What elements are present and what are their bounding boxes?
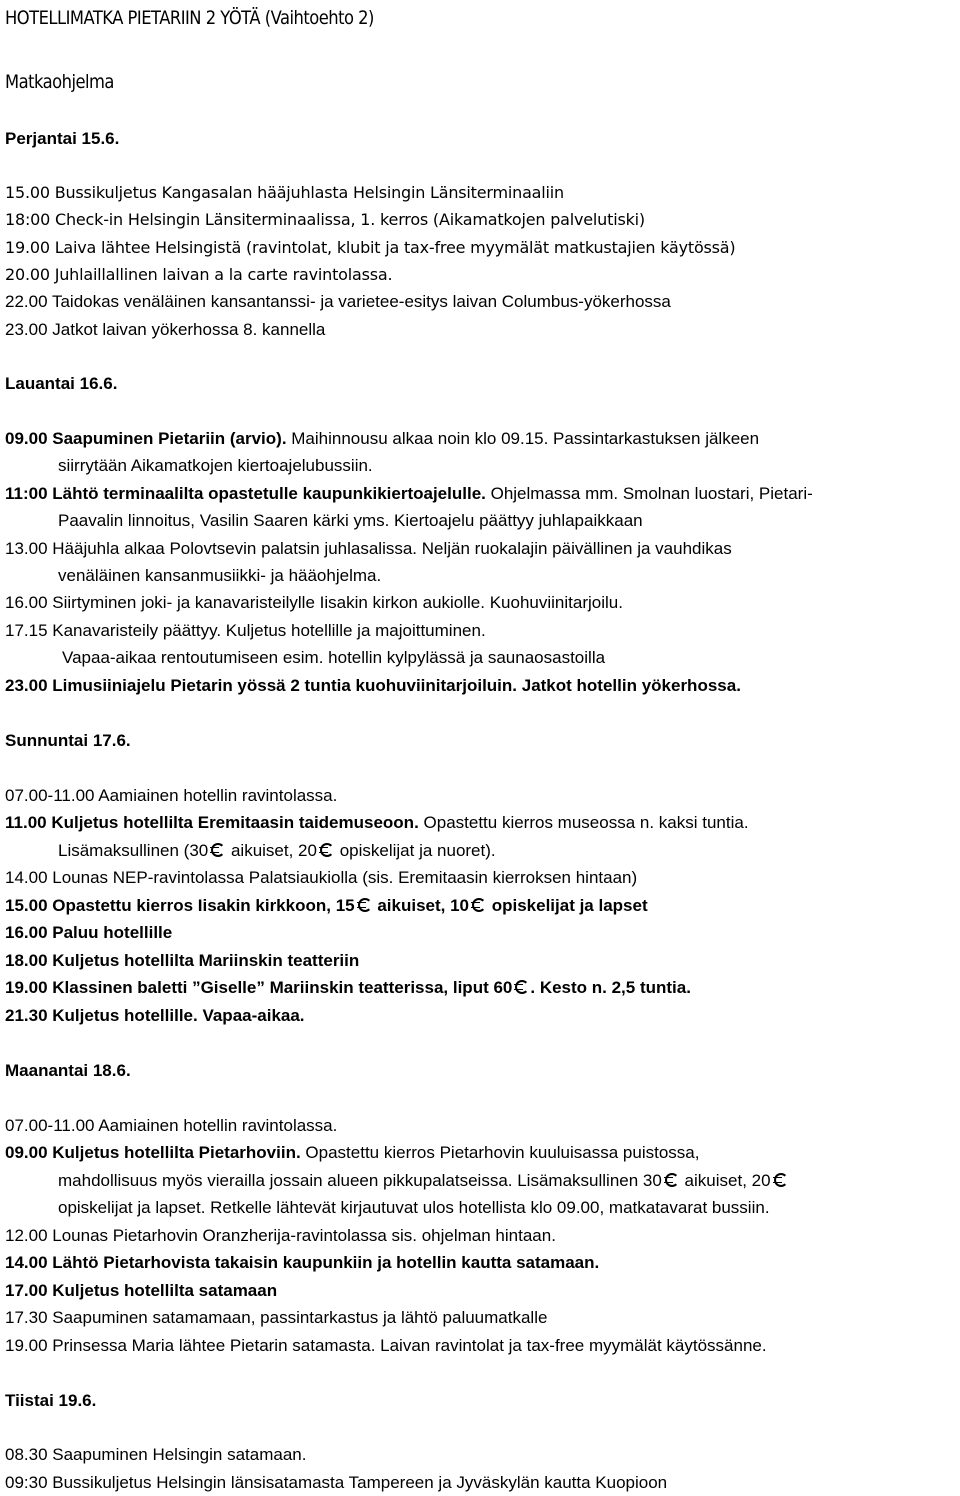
day-heading-friday: Perjantai 15.6. bbox=[5, 129, 120, 148]
schedule-line: 16.00 Paluu hotellille bbox=[5, 923, 173, 942]
day-heading-sunday: Sunnuntai 17.6. bbox=[5, 731, 131, 750]
schedule-line: 17.00 Kuljetus hotellilta satamaan bbox=[5, 1281, 278, 1300]
euro-icon bbox=[357, 898, 371, 912]
document-title: HOTELLIMATKA PIETARIIN 2 YÖTÄ (Vaihtoehto 2) bbox=[5, 7, 374, 29]
day-heading-monday: Maanantai 18.6. bbox=[5, 1061, 131, 1080]
schedule-line: 16.00 Siirtyminen joki- ja kanavaristeilylle Iisakin kirkon aukiolle. Kuohuviinitarjoilu. bbox=[5, 593, 623, 612]
schedule-line-rest: Opastettu kierros museossa n. kaksi tuntia. bbox=[418, 813, 749, 832]
euro-icon bbox=[514, 980, 528, 994]
schedule-line-bold: 09.00 Saapuminen Pietariin (arvio). bbox=[5, 429, 287, 448]
schedule-line: 17.15 Kanavaristeily päättyy. Kuljetus hotellille ja majoittuminen. bbox=[5, 621, 486, 640]
euro-icon bbox=[210, 843, 224, 857]
schedule-line: 17.30 Saapuminen satamamaan, passintarkastus ja lähtö paluumatkalle bbox=[5, 1308, 548, 1327]
schedule-line bbox=[5, 978, 691, 998]
euro-icon bbox=[664, 1173, 678, 1187]
schedule-line: 23.00 Limusiiniajelu Pietarin yössä 2 tuntia kuohuviinitarjoiluin. Jatkot hotellin yökerhossa. bbox=[5, 676, 741, 695]
price-part: aikuiset, 20 bbox=[226, 841, 317, 860]
schedule-line-bold: 09.00 Kuljetus hotellilta Pietarhoviin. bbox=[5, 1143, 301, 1162]
day-heading-saturday: Lauantai 16.6. bbox=[5, 374, 118, 393]
schedule-line-rest: Ohjelmassa mm. Smolnan luostari, Pietari- bbox=[485, 484, 813, 503]
schedule-line: 19.00 Laiva lähtee Helsingistä (ravintolat, klubit ja tax-free myymälät matkustajien käytössä) bbox=[5, 238, 736, 257]
schedule-line bbox=[5, 484, 813, 504]
price-part: opiskelijat ja nuoret). bbox=[334, 841, 496, 860]
euro-icon bbox=[773, 1173, 787, 1187]
schedule-line bbox=[5, 429, 759, 449]
schedule-line: 09:30 Bussikuljetus Helsingin länsisatamasta Tampereen ja Jyväskylän kautta Kuopioon bbox=[5, 1473, 668, 1492]
price-part: 19.00 Klassinen baletti ”Giselle” Mariinskin teatterissa, liput 60 bbox=[5, 978, 513, 997]
schedule-line: 08.30 Saapuminen Helsingin satamaan. bbox=[5, 1445, 307, 1464]
schedule-line: 13.00 Hääjuhla alkaa Polovtsevin palatsin juhlasalissa. Neljän ruokalajin päivällinen ja vauhdikas bbox=[5, 539, 732, 558]
schedule-line-continued: Paavalin linnoitus, Vasilin Saaren kärki yms. Kiertoajelu päättyy juhlapaikkaan bbox=[58, 511, 643, 530]
price-part: 15.00 Opastettu kierros Iisakin kirkkoon, 15 bbox=[5, 896, 355, 915]
schedule-line: 18.00 Kuljetus hotellilta Mariinskin teatteriin bbox=[5, 951, 360, 970]
schedule-line-rest: Maihinnousu alkaa noin klo 09.15. Passintarkastuksen jälkeen bbox=[286, 429, 760, 448]
schedule-line bbox=[5, 813, 749, 833]
price-part: opiskelijat ja lapset bbox=[487, 896, 648, 915]
schedule-line-continued: opiskelijat ja lapset. Retkelle lähtevät kirjautuvat ulos hotellista klo 09.00, matkatavarat bussiin. bbox=[58, 1198, 770, 1217]
schedule-line: 07.00-11.00 Aamiainen hotellin ravintolassa. bbox=[5, 786, 338, 805]
schedule-line-continued bbox=[58, 1171, 789, 1191]
schedule-line: 22.00 Taidokas venäläinen kansantanssi- ja varietee-esitys laivan Columbus-yökerhossa bbox=[5, 292, 671, 311]
day-heading-tuesday: Tiistai 19.6. bbox=[5, 1391, 97, 1410]
euro-icon bbox=[319, 843, 333, 857]
euro-icon bbox=[471, 898, 485, 912]
schedule-line: 07.00-11.00 Aamiainen hotellin ravintolassa. bbox=[5, 1116, 338, 1135]
price-part: aikuiset, 20 bbox=[679, 1171, 771, 1190]
schedule-line-bold: 11.00 Kuljetus hotellilta Eremitaasin taidemuseoon. bbox=[5, 813, 419, 832]
schedule-line-rest: Opastettu kierros Pietarhovin kuuluisassa puistossa, bbox=[300, 1143, 700, 1162]
schedule-line bbox=[5, 1143, 699, 1163]
schedule-line-continued bbox=[58, 841, 496, 861]
price-part: . Kesto n. 2,5 tuntia. bbox=[530, 978, 691, 997]
price-part: aikuiset, 10 bbox=[372, 896, 469, 915]
schedule-line-continued: Vapaa-aikaa rentoutumiseen esim. hotellin kylpylässä ja saunaosastoilla bbox=[62, 648, 606, 667]
schedule-line: 18:00 Check-in Helsingin Länsiterminaalissa, 1. kerros (Aikamatkojen palvelutiski) bbox=[5, 210, 645, 229]
schedule-line: 15.00 Bussikuljetus Kangasalan hääjuhlasta Helsingin Länsiterminaaliin bbox=[5, 183, 564, 202]
price-part: mahdollisuus myös vierailla jossain alueen pikkupalatseissa. Lisämaksullinen 30 bbox=[58, 1171, 662, 1190]
schedule-line: 14.00 Lounas NEP-ravintolassa Palatsiaukiolla (sis. Eremitaasin kierroksen hintaan) bbox=[5, 868, 638, 887]
price-part: Lisämaksullinen (30 bbox=[58, 841, 209, 860]
schedule-line: 12.00 Lounas Pietarhovin Oranzherija-ravintolassa sis. ohjelman hintaan. bbox=[5, 1226, 556, 1245]
schedule-line bbox=[5, 896, 648, 916]
schedule-line: 14.00 Lähtö Pietarhovista takaisin kaupunkiin ja hotellin kautta satamaan. bbox=[5, 1253, 600, 1272]
schedule-line: 19.00 Prinsessa Maria lähtee Pietarin satamasta. Laivan ravintolat ja tax-free myymälät käytössänne. bbox=[5, 1336, 767, 1355]
schedule-line-continued: siirrytään Aikamatkojen kiertoajelubussiin. bbox=[58, 456, 373, 475]
schedule-line: 21.30 Kuljetus hotellille. Vapaa-aikaa. bbox=[5, 1006, 305, 1025]
schedule-line-continued: venäläinen kansanmusiikki- ja hääohjelma. bbox=[58, 566, 382, 585]
schedule-line: 20.00 Juhlaillallinen laivan a la carte ravintolassa. bbox=[5, 265, 393, 284]
document-subtitle: Matkaohjelma bbox=[5, 71, 114, 93]
schedule-line-bold: 11:00 Lähtö terminaalilta opastetulle kaupunkikiertoajelulle. bbox=[5, 484, 486, 503]
schedule-line: 23.00 Jatkot laivan yökerhossa 8. kannella bbox=[5, 320, 326, 339]
